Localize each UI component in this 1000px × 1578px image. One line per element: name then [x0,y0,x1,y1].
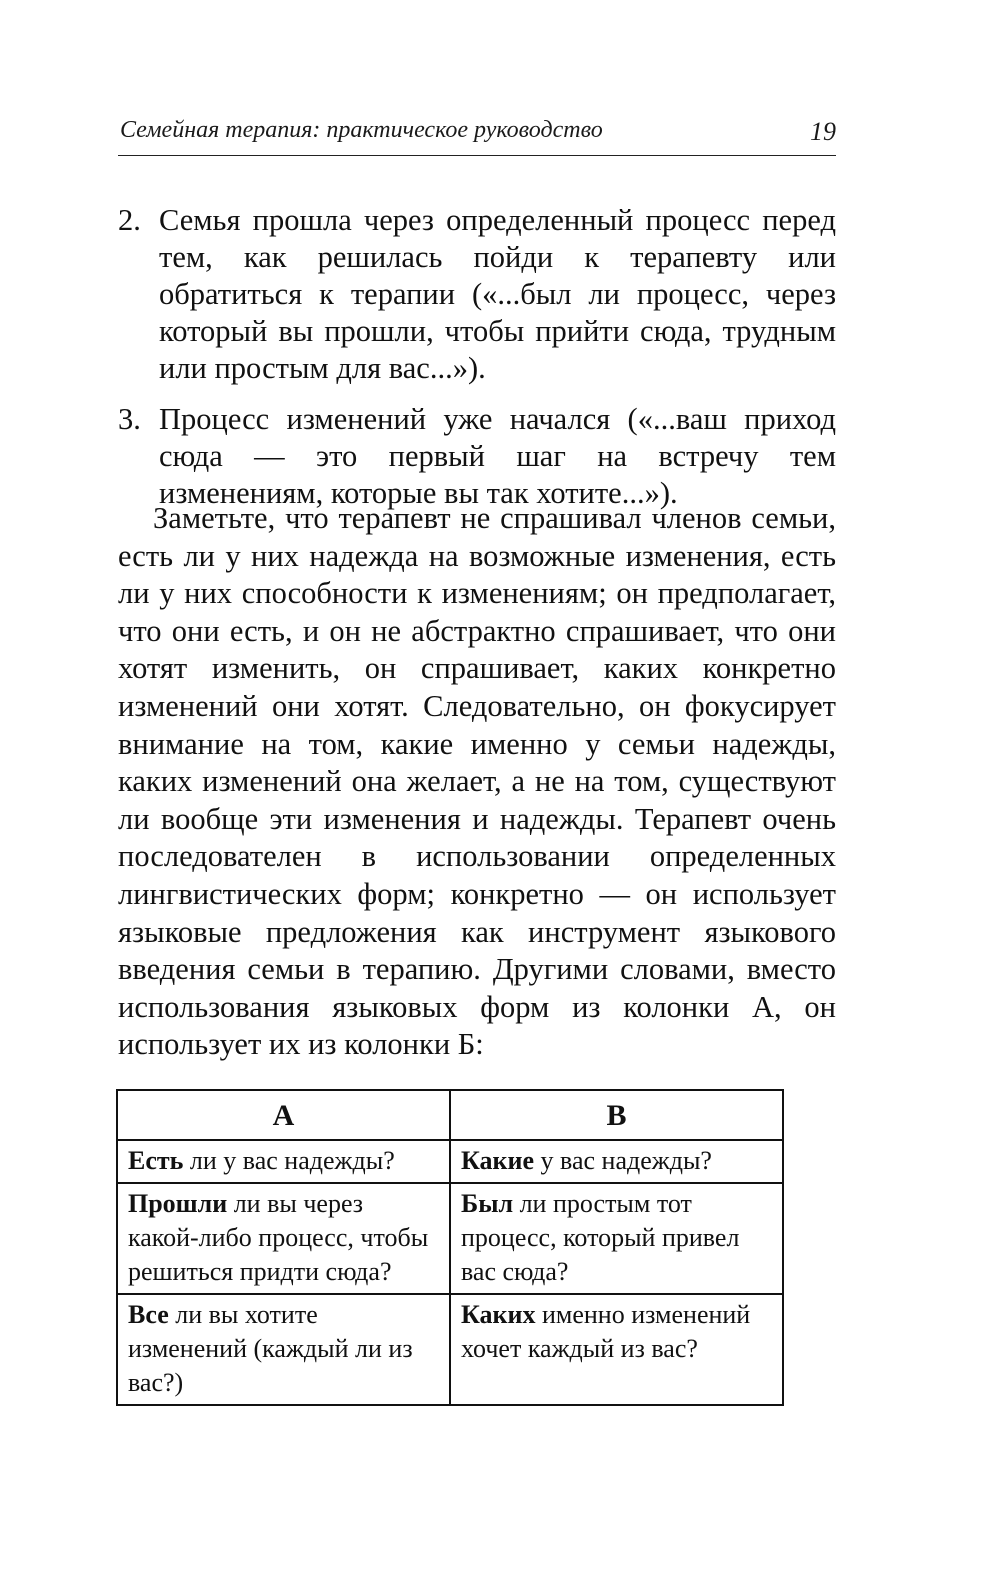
running-head [118,117,836,156]
column-a-header: А [117,1090,450,1140]
table-cell [117,1183,450,1294]
cell-lead-word: Прошли [128,1189,228,1218]
column-b-header: В [450,1090,783,1140]
table-cell [450,1140,783,1183]
list-item [118,202,836,387]
cell-lead-word: Каких [461,1300,536,1329]
cell-text: именно изменений хочет каждый из вас? [461,1300,751,1363]
table-cell [450,1294,783,1405]
table-row [117,1294,783,1405]
list-item-number: 2. [118,203,141,237]
cell-lead-word: Какие [461,1146,535,1175]
cell-lead-word: Все [128,1300,169,1329]
list-item [118,401,836,512]
table-header-row [117,1090,783,1140]
table-cell [450,1183,783,1294]
cell-text: ли у вас надежды? [183,1146,395,1175]
table-row [117,1140,783,1183]
cell-text: у вас надежды? [534,1146,712,1175]
table-cell [117,1140,450,1183]
list-item-text: Семья прошла через определенный процесс перед тем, как решилась пойди к терапевту или обратиться к терапии («...был ли процесс, через который вы прошли, чтобы прийти сюда, трудным или простым для вас...»). [159,203,836,385]
cell-lead-word: Есть [128,1146,184,1175]
cell-lead-word: Был [461,1189,514,1218]
list-item-number: 3. [118,402,141,436]
table-row [117,1183,783,1294]
body-paragraph: Заметьте, что терапевт не спрашивал членов семьи, есть ли у них надежда на возможные изменения, есть ли у них способности к изменениям; он предполагает, что они есть, и он не абстрактно спрашивает, что они хотят изменить, он спрашивает, каких конкретно изменений они хотят. Следовательно, он фокусирует внимание на том, какие именно у семьи надежды, каких изменений она желает, а не на том, существуют ли вообще эти изменения и надежды. Терапевт очень последователен в использовании определенных лингвистических форм; конкретно — он использует языковые предложения как инструмент языкового введения семьи в терапию. Другими словами, вместо использования языковых форм из колонки А, он использует их из колонки Б: [118,501,836,1062]
book-title: Семейная терапия: практическое руководство [120,117,603,143]
numbered-list [118,202,836,526]
page-number: 19 [810,117,836,146]
list-item-text: Процесс изменений уже начался («...ваш приход сюда — это первый шаг на встречу тем изменениям, которые вы так хотите...»). [159,402,836,510]
cell-text: ли вы через какой-либо процесс, чтобы решиться придти сюда? [128,1189,429,1286]
cell-text: ли вы хотите изменений (каждый ли из вас?) [128,1300,413,1397]
cell-text: ли простым тот процесс, который привел вас сюда? [461,1189,740,1286]
comparison-table [116,1089,784,1406]
table-cell [117,1294,450,1405]
